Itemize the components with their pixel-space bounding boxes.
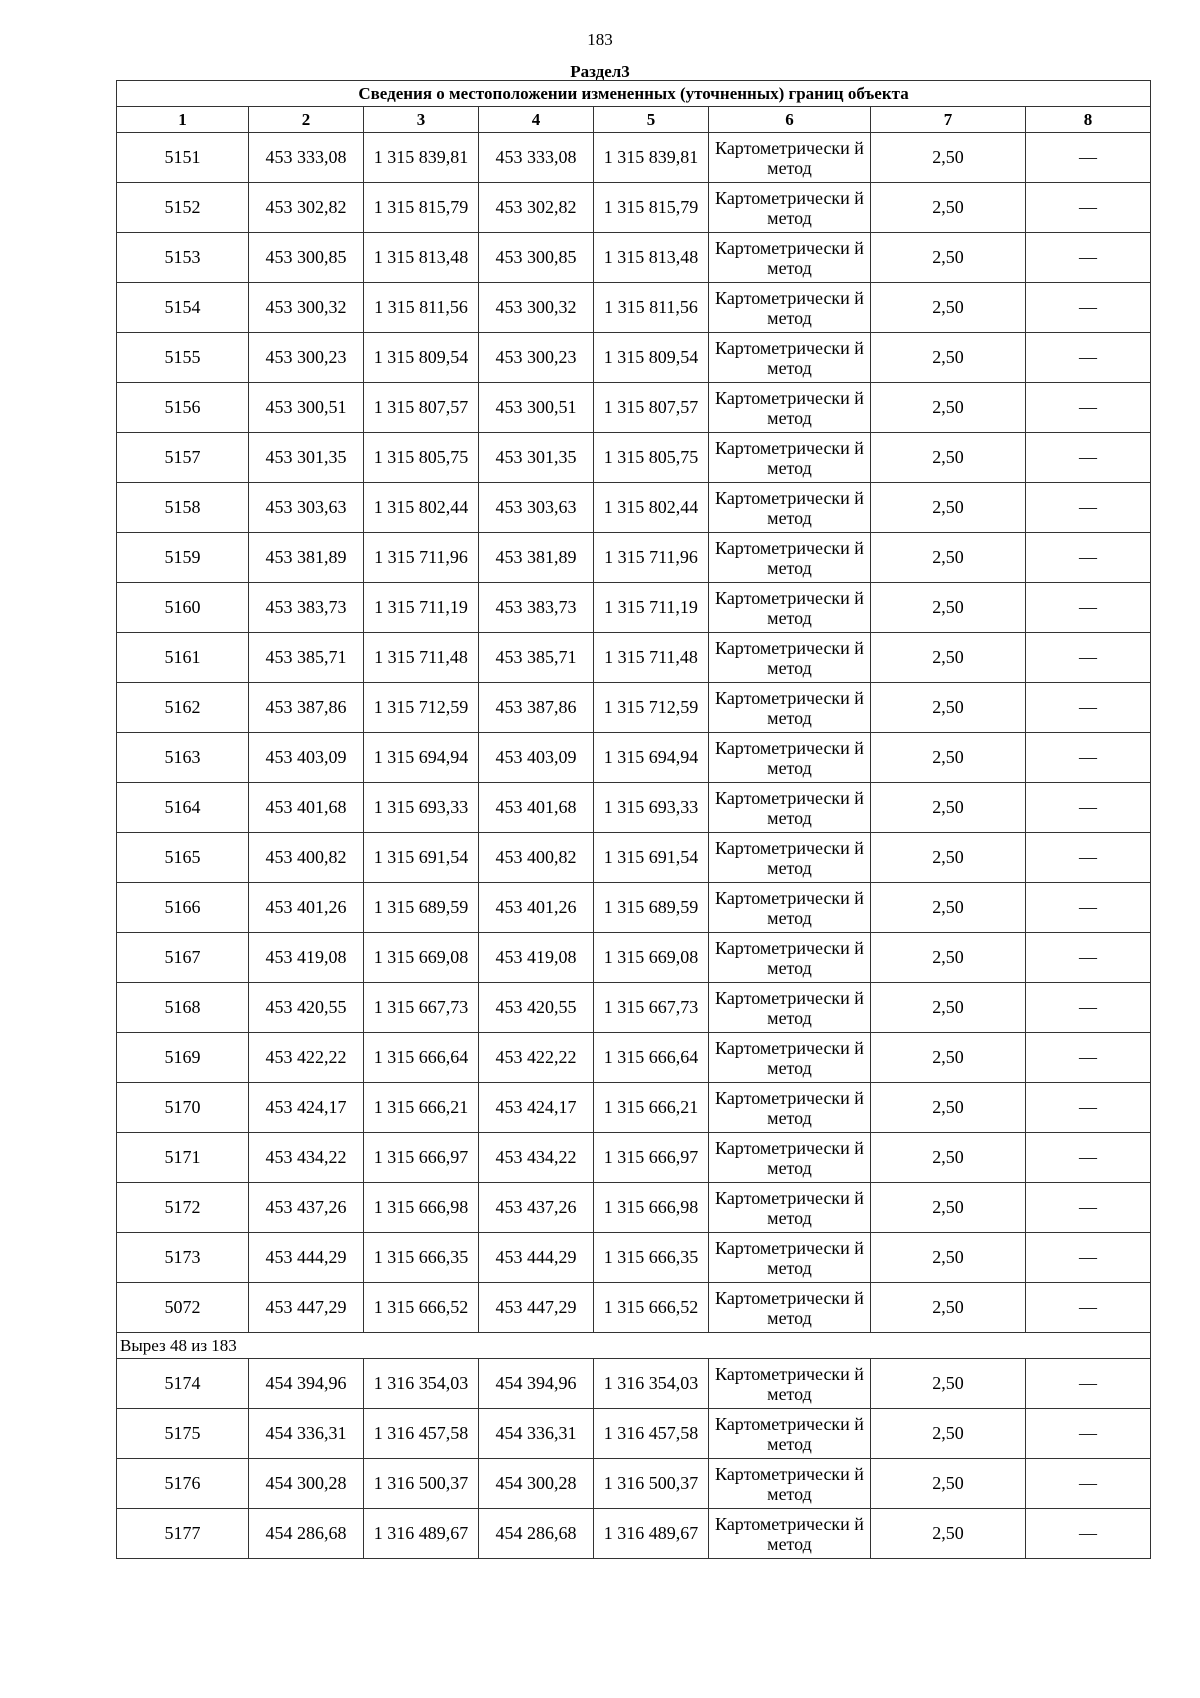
table-row xyxy=(117,1233,1151,1283)
method-cell: Картометрически й метод xyxy=(709,683,871,733)
table-row xyxy=(117,1283,1151,1333)
accuracy-cell: 2,50 xyxy=(871,933,1026,983)
method-cell: Картометрически й метод xyxy=(709,1283,871,1333)
y-existing-cell: 1 315 666,97 xyxy=(364,1133,479,1183)
point-number-cell: 5166 xyxy=(117,883,249,933)
note-cell: — xyxy=(1026,1083,1151,1133)
accuracy-cell: 2,50 xyxy=(871,433,1026,483)
table-row xyxy=(117,733,1151,783)
table-row xyxy=(117,1409,1151,1459)
x-refined-cell: 454 300,28 xyxy=(479,1459,594,1509)
y-refined-cell: 1 316 500,37 xyxy=(594,1459,709,1509)
method-cell: Картометрически й метод xyxy=(709,633,871,683)
x-refined-cell: 453 300,32 xyxy=(479,283,594,333)
point-number-cell: 5175 xyxy=(117,1409,249,1459)
note-cell: — xyxy=(1026,283,1151,333)
table-row xyxy=(117,683,1151,733)
point-number-cell: 5154 xyxy=(117,283,249,333)
section-separator-row xyxy=(117,1333,1151,1359)
point-number-cell: 5156 xyxy=(117,383,249,433)
x-existing-cell: 453 333,08 xyxy=(249,133,364,183)
point-number-cell: 5171 xyxy=(117,1133,249,1183)
y-existing-cell: 1 315 711,48 xyxy=(364,633,479,683)
point-number-cell: 5165 xyxy=(117,833,249,883)
accuracy-cell: 2,50 xyxy=(871,1359,1026,1409)
method-cell: Картометрически й метод xyxy=(709,833,871,883)
note-cell: — xyxy=(1026,333,1151,383)
y-existing-cell: 1 316 354,03 xyxy=(364,1359,479,1409)
method-cell: Картометрически й метод xyxy=(709,733,871,783)
method-cell: Картометрически й метод xyxy=(709,933,871,983)
point-number-cell: 5153 xyxy=(117,233,249,283)
point-number-cell: 5158 xyxy=(117,483,249,533)
y-existing-cell: 1 315 693,33 xyxy=(364,783,479,833)
table-row xyxy=(117,333,1151,383)
x-existing-cell: 453 437,26 xyxy=(249,1183,364,1233)
y-refined-cell: 1 315 811,56 xyxy=(594,283,709,333)
y-refined-cell: 1 315 809,54 xyxy=(594,333,709,383)
accuracy-cell: 2,50 xyxy=(871,833,1026,883)
x-existing-cell: 453 302,82 xyxy=(249,183,364,233)
y-existing-cell: 1 315 694,94 xyxy=(364,733,479,783)
table-row xyxy=(117,633,1151,683)
note-cell: — xyxy=(1026,433,1151,483)
point-number-cell: 5169 xyxy=(117,1033,249,1083)
x-refined-cell: 453 300,85 xyxy=(479,233,594,283)
table-row xyxy=(117,433,1151,483)
point-number-cell: 5163 xyxy=(117,733,249,783)
column-number: 1 xyxy=(117,107,249,133)
point-number-cell: 5161 xyxy=(117,633,249,683)
method-cell: Картометрически й метод xyxy=(709,583,871,633)
table-caption: Сведения о местоположении измененных (уточненных) границ объекта xyxy=(117,81,1151,107)
column-number: 7 xyxy=(871,107,1026,133)
note-cell: — xyxy=(1026,183,1151,233)
note-cell: — xyxy=(1026,233,1151,283)
note-cell: — xyxy=(1026,783,1151,833)
point-number-cell: 5168 xyxy=(117,983,249,1033)
y-existing-cell: 1 315 815,79 xyxy=(364,183,479,233)
x-existing-cell: 453 403,09 xyxy=(249,733,364,783)
point-number-cell: 5155 xyxy=(117,333,249,383)
table-row xyxy=(117,283,1151,333)
method-cell: Картометрически й метод xyxy=(709,1083,871,1133)
y-existing-cell: 1 315 669,08 xyxy=(364,933,479,983)
point-number-cell: 5159 xyxy=(117,533,249,583)
table-row xyxy=(117,1509,1151,1559)
table-row xyxy=(117,133,1151,183)
accuracy-cell: 2,50 xyxy=(871,483,1026,533)
table-row xyxy=(117,1133,1151,1183)
x-refined-cell: 453 419,08 xyxy=(479,933,594,983)
method-cell: Картометрически й метод xyxy=(709,983,871,1033)
x-existing-cell: 453 300,51 xyxy=(249,383,364,433)
column-number: 4 xyxy=(479,107,594,133)
y-refined-cell: 1 315 666,64 xyxy=(594,1033,709,1083)
x-refined-cell: 453 387,86 xyxy=(479,683,594,733)
x-refined-cell: 453 422,22 xyxy=(479,1033,594,1083)
table-row xyxy=(117,933,1151,983)
column-number: 5 xyxy=(594,107,709,133)
x-existing-cell: 453 387,86 xyxy=(249,683,364,733)
note-cell: — xyxy=(1026,933,1151,983)
y-refined-cell: 1 315 711,19 xyxy=(594,583,709,633)
accuracy-cell: 2,50 xyxy=(871,233,1026,283)
y-refined-cell: 1 315 689,59 xyxy=(594,883,709,933)
table-row xyxy=(117,383,1151,433)
column-number: 3 xyxy=(364,107,479,133)
accuracy-cell: 2,50 xyxy=(871,583,1026,633)
y-existing-cell: 1 315 691,54 xyxy=(364,833,479,883)
y-existing-cell: 1 316 489,67 xyxy=(364,1509,479,1559)
y-existing-cell: 1 315 811,56 xyxy=(364,283,479,333)
table-row xyxy=(117,483,1151,533)
note-cell: — xyxy=(1026,483,1151,533)
y-refined-cell: 1 316 354,03 xyxy=(594,1359,709,1409)
table-row xyxy=(117,983,1151,1033)
y-refined-cell: 1 315 839,81 xyxy=(594,133,709,183)
y-refined-cell: 1 315 802,44 xyxy=(594,483,709,533)
point-number-cell: 5162 xyxy=(117,683,249,733)
y-refined-cell: 1 315 807,57 xyxy=(594,383,709,433)
point-number-cell: 5157 xyxy=(117,433,249,483)
x-refined-cell: 453 381,89 xyxy=(479,533,594,583)
method-cell: Картометрически й метод xyxy=(709,233,871,283)
x-refined-cell: 453 447,29 xyxy=(479,1283,594,1333)
x-existing-cell: 453 301,35 xyxy=(249,433,364,483)
table-row xyxy=(117,1033,1151,1083)
table-row xyxy=(117,1459,1151,1509)
y-refined-cell: 1 315 691,54 xyxy=(594,833,709,883)
method-cell: Картометрически й метод xyxy=(709,1359,871,1409)
x-existing-cell: 453 381,89 xyxy=(249,533,364,583)
column-number: 8 xyxy=(1026,107,1151,133)
note-cell: — xyxy=(1026,1183,1151,1233)
method-cell: Картометрически й метод xyxy=(709,1233,871,1283)
accuracy-cell: 2,50 xyxy=(871,1033,1026,1083)
x-refined-cell: 453 420,55 xyxy=(479,983,594,1033)
y-refined-cell: 1 315 666,35 xyxy=(594,1233,709,1283)
table-row xyxy=(117,833,1151,883)
method-cell: Картометрически й метод xyxy=(709,883,871,933)
section-title: Раздел3 xyxy=(570,62,630,81)
x-refined-cell: 453 424,17 xyxy=(479,1083,594,1133)
x-refined-cell: 453 401,68 xyxy=(479,783,594,833)
x-refined-cell: 454 394,96 xyxy=(479,1359,594,1409)
y-existing-cell: 1 316 457,58 xyxy=(364,1409,479,1459)
x-existing-cell: 453 401,26 xyxy=(249,883,364,933)
y-existing-cell: 1 315 805,75 xyxy=(364,433,479,483)
x-refined-cell: 453 401,26 xyxy=(479,883,594,933)
method-cell: Картометрически й метод xyxy=(709,1459,871,1509)
point-number-cell: 5164 xyxy=(117,783,249,833)
x-refined-cell: 453 300,23 xyxy=(479,333,594,383)
y-refined-cell: 1 315 666,52 xyxy=(594,1283,709,1333)
accuracy-cell: 2,50 xyxy=(871,1233,1026,1283)
table-row xyxy=(117,1359,1151,1409)
x-refined-cell: 453 303,63 xyxy=(479,483,594,533)
accuracy-cell: 2,50 xyxy=(871,383,1026,433)
x-refined-cell: 453 333,08 xyxy=(479,133,594,183)
method-cell: Картометрически й метод xyxy=(709,533,871,583)
note-cell: — xyxy=(1026,533,1151,583)
method-cell: Картометрически й метод xyxy=(709,133,871,183)
note-cell: — xyxy=(1026,1409,1151,1459)
y-refined-cell: 1 315 693,33 xyxy=(594,783,709,833)
method-cell: Картометрически й метод xyxy=(709,1033,871,1083)
y-refined-cell: 1 316 457,58 xyxy=(594,1409,709,1459)
point-number-cell: 5172 xyxy=(117,1183,249,1233)
note-cell: — xyxy=(1026,1233,1151,1283)
note-cell: — xyxy=(1026,1459,1151,1509)
y-refined-cell: 1 315 711,96 xyxy=(594,533,709,583)
note-cell: — xyxy=(1026,383,1151,433)
accuracy-cell: 2,50 xyxy=(871,333,1026,383)
y-refined-cell: 1 315 666,97 xyxy=(594,1133,709,1183)
point-number-cell: 5152 xyxy=(117,183,249,233)
accuracy-cell: 2,50 xyxy=(871,1409,1026,1459)
accuracy-cell: 2,50 xyxy=(871,1283,1026,1333)
x-refined-cell: 453 300,51 xyxy=(479,383,594,433)
x-existing-cell: 453 424,17 xyxy=(249,1083,364,1133)
y-existing-cell: 1 315 839,81 xyxy=(364,133,479,183)
point-number-cell: 5173 xyxy=(117,1233,249,1283)
y-existing-cell: 1 315 666,35 xyxy=(364,1233,479,1283)
column-number: 2 xyxy=(249,107,364,133)
point-number-cell: 5170 xyxy=(117,1083,249,1133)
x-refined-cell: 453 301,35 xyxy=(479,433,594,483)
y-existing-cell: 1 315 711,96 xyxy=(364,533,479,583)
accuracy-cell: 2,50 xyxy=(871,733,1026,783)
accuracy-cell: 2,50 xyxy=(871,283,1026,333)
method-cell: Картометрически й метод xyxy=(709,283,871,333)
y-existing-cell: 1 315 809,54 xyxy=(364,333,479,383)
method-cell: Картометрически й метод xyxy=(709,1133,871,1183)
x-existing-cell: 454 300,28 xyxy=(249,1459,364,1509)
table-row xyxy=(117,533,1151,583)
x-existing-cell: 453 383,73 xyxy=(249,583,364,633)
note-cell: — xyxy=(1026,633,1151,683)
note-cell: — xyxy=(1026,833,1151,883)
table-row xyxy=(117,783,1151,833)
y-existing-cell: 1 315 666,21 xyxy=(364,1083,479,1133)
accuracy-cell: 2,50 xyxy=(871,983,1026,1033)
accuracy-cell: 2,50 xyxy=(871,1083,1026,1133)
y-refined-cell: 1 315 711,48 xyxy=(594,633,709,683)
x-refined-cell: 453 383,73 xyxy=(479,583,594,633)
y-existing-cell: 1 315 666,64 xyxy=(364,1033,479,1083)
note-cell: — xyxy=(1026,683,1151,733)
x-existing-cell: 453 420,55 xyxy=(249,983,364,1033)
point-number-cell: 5174 xyxy=(117,1359,249,1409)
x-existing-cell: 453 300,85 xyxy=(249,233,364,283)
table-row xyxy=(117,1183,1151,1233)
note-cell: — xyxy=(1026,1033,1151,1083)
method-cell: Картометрически й метод xyxy=(709,433,871,483)
note-cell: — xyxy=(1026,1509,1151,1559)
x-existing-cell: 453 434,22 xyxy=(249,1133,364,1183)
accuracy-cell: 2,50 xyxy=(871,1509,1026,1559)
accuracy-cell: 2,50 xyxy=(871,533,1026,583)
x-existing-cell: 454 336,31 xyxy=(249,1409,364,1459)
accuracy-cell: 2,50 xyxy=(871,1183,1026,1233)
note-cell: — xyxy=(1026,133,1151,183)
accuracy-cell: 2,50 xyxy=(871,183,1026,233)
table-row xyxy=(117,883,1151,933)
accuracy-cell: 2,50 xyxy=(871,1133,1026,1183)
x-existing-cell: 453 444,29 xyxy=(249,1233,364,1283)
y-existing-cell: 1 315 802,44 xyxy=(364,483,479,533)
x-refined-cell: 453 434,22 xyxy=(479,1133,594,1183)
x-refined-cell: 454 336,31 xyxy=(479,1409,594,1459)
coordinates-table xyxy=(116,80,1151,1559)
y-existing-cell: 1 315 689,59 xyxy=(364,883,479,933)
x-refined-cell: 453 444,29 xyxy=(479,1233,594,1283)
y-refined-cell: 1 315 805,75 xyxy=(594,433,709,483)
table-row xyxy=(117,233,1151,283)
point-number-cell: 5176 xyxy=(117,1459,249,1509)
y-refined-cell: 1 316 489,67 xyxy=(594,1509,709,1559)
x-existing-cell: 453 401,68 xyxy=(249,783,364,833)
point-number-cell: 5160 xyxy=(117,583,249,633)
page-number: 183 xyxy=(587,30,613,49)
y-existing-cell: 1 315 711,19 xyxy=(364,583,479,633)
accuracy-cell: 2,50 xyxy=(871,1459,1026,1509)
method-cell: Картометрически й метод xyxy=(709,1409,871,1459)
x-existing-cell: 454 286,68 xyxy=(249,1509,364,1559)
method-cell: Картометрически й метод xyxy=(709,483,871,533)
x-existing-cell: 453 419,08 xyxy=(249,933,364,983)
x-existing-cell: 454 394,96 xyxy=(249,1359,364,1409)
method-cell: Картометрически й метод xyxy=(709,783,871,833)
note-cell: — xyxy=(1026,583,1151,633)
y-existing-cell: 1 315 666,98 xyxy=(364,1183,479,1233)
note-cell: — xyxy=(1026,883,1151,933)
y-refined-cell: 1 315 813,48 xyxy=(594,233,709,283)
note-cell: — xyxy=(1026,1359,1151,1409)
x-refined-cell: 453 385,71 xyxy=(479,633,594,683)
x-existing-cell: 453 300,23 xyxy=(249,333,364,383)
x-refined-cell: 453 437,26 xyxy=(479,1183,594,1233)
x-existing-cell: 453 447,29 xyxy=(249,1283,364,1333)
note-cell: — xyxy=(1026,983,1151,1033)
y-refined-cell: 1 315 667,73 xyxy=(594,983,709,1033)
accuracy-cell: 2,50 xyxy=(871,883,1026,933)
y-existing-cell: 1 315 666,52 xyxy=(364,1283,479,1333)
x-existing-cell: 453 385,71 xyxy=(249,633,364,683)
x-refined-cell: 453 302,82 xyxy=(479,183,594,233)
y-refined-cell: 1 315 815,79 xyxy=(594,183,709,233)
accuracy-cell: 2,50 xyxy=(871,783,1026,833)
y-existing-cell: 1 315 667,73 xyxy=(364,983,479,1033)
accuracy-cell: 2,50 xyxy=(871,633,1026,683)
y-refined-cell: 1 315 666,21 xyxy=(594,1083,709,1133)
y-refined-cell: 1 315 669,08 xyxy=(594,933,709,983)
column-number: 6 xyxy=(709,107,871,133)
x-refined-cell: 453 403,09 xyxy=(479,733,594,783)
y-existing-cell: 1 315 813,48 xyxy=(364,233,479,283)
x-refined-cell: 453 400,82 xyxy=(479,833,594,883)
x-refined-cell: 454 286,68 xyxy=(479,1509,594,1559)
method-cell: Картометрически й метод xyxy=(709,1509,871,1559)
method-cell: Картометрически й метод xyxy=(709,183,871,233)
note-cell: — xyxy=(1026,733,1151,783)
accuracy-cell: 2,50 xyxy=(871,683,1026,733)
table-row xyxy=(117,1083,1151,1133)
y-refined-cell: 1 315 712,59 xyxy=(594,683,709,733)
method-cell: Картометрически й метод xyxy=(709,1183,871,1233)
method-cell: Картометрически й метод xyxy=(709,333,871,383)
y-existing-cell: 1 316 500,37 xyxy=(364,1459,479,1509)
y-refined-cell: 1 315 694,94 xyxy=(594,733,709,783)
accuracy-cell: 2,50 xyxy=(871,133,1026,183)
x-existing-cell: 453 422,22 xyxy=(249,1033,364,1083)
separator-label: Вырез 48 из 183 xyxy=(117,1333,1151,1359)
point-number-cell: 5151 xyxy=(117,133,249,183)
point-number-cell: 5072 xyxy=(117,1283,249,1333)
note-cell: — xyxy=(1026,1283,1151,1333)
y-existing-cell: 1 315 712,59 xyxy=(364,683,479,733)
y-refined-cell: 1 315 666,98 xyxy=(594,1183,709,1233)
y-existing-cell: 1 315 807,57 xyxy=(364,383,479,433)
point-number-cell: 5177 xyxy=(117,1509,249,1559)
point-number-cell: 5167 xyxy=(117,933,249,983)
x-existing-cell: 453 400,82 xyxy=(249,833,364,883)
table-row xyxy=(117,583,1151,633)
x-existing-cell: 453 300,32 xyxy=(249,283,364,333)
method-cell: Картометрически й метод xyxy=(709,383,871,433)
x-existing-cell: 453 303,63 xyxy=(249,483,364,533)
table-row xyxy=(117,183,1151,233)
note-cell: — xyxy=(1026,1133,1151,1183)
